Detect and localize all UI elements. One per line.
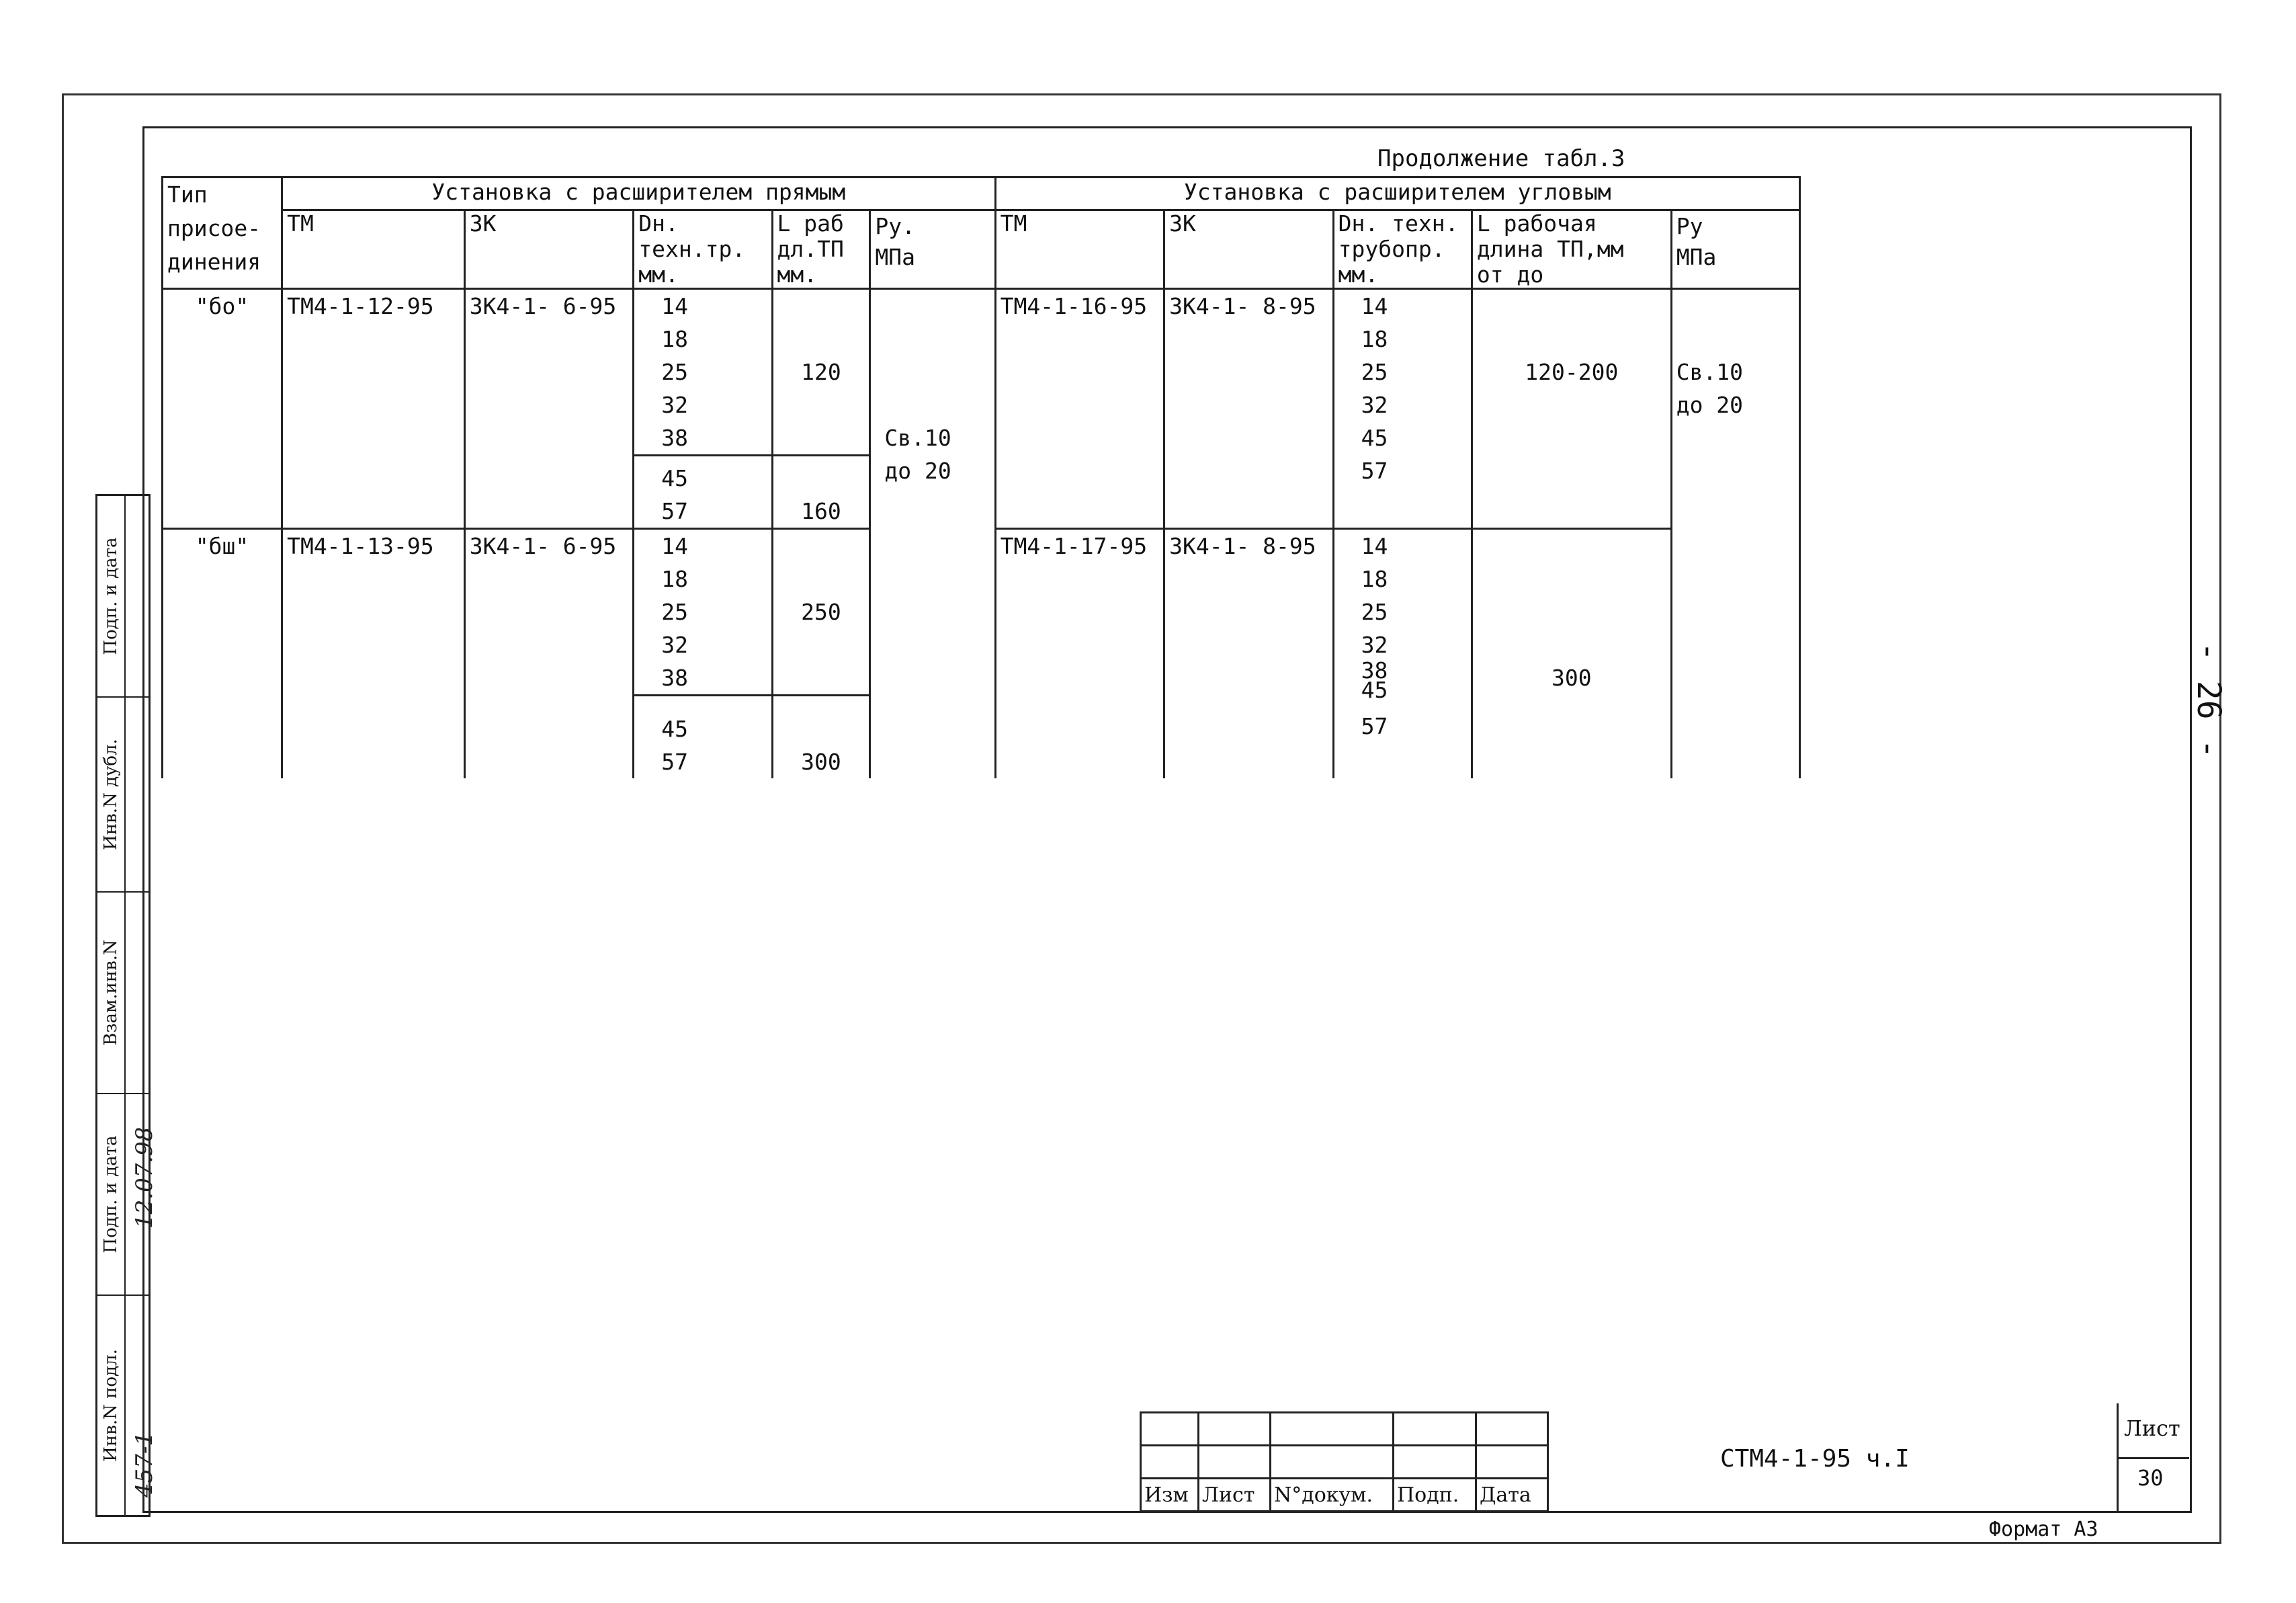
dn-value: 14 [1361,293,1388,319]
header-group-straight: Установка с расширителем прямым [282,177,996,210]
stamp-cell [1394,1446,1476,1479]
header-zk: ЗК [464,210,634,289]
dn-value: 45 [661,716,689,742]
header-group-angular: Установка с расширителем угловым [995,177,1799,210]
dn-value: 38 [661,425,689,451]
dn-value: 57 [1361,458,1388,484]
dn-value: 57 [661,498,689,524]
cell-dn2 [1333,289,1472,529]
stamp-header-change: Изм [1141,1479,1199,1512]
stamp-cell [1141,1413,1199,1446]
continuation-label: Продолжение табл.3 [1377,145,1625,172]
header-text: от до [1476,261,1544,288]
header-text: мм. [638,261,679,288]
sheet-box [2117,1403,2189,1511]
page-number: - 26 - [2190,642,2227,759]
cell-dn [634,289,772,529]
header-l-straight [772,210,870,289]
py-value: Св.10 [1676,359,1744,385]
format-label: Формат А3 [1989,1518,2098,1541]
strip-cell-orig-inv [97,1296,158,1515]
dn-value: 25 [661,359,689,385]
dn-value: 38 [661,665,689,691]
strip-label: Взам.инв.N [101,940,121,1046]
cell-type: "бш" [163,529,282,779]
stamp-cell [1476,1413,1548,1446]
header-text: Тип [167,181,208,208]
header-tm2: ТМ [995,210,1164,289]
title-block [1140,1411,2186,1511]
stamp-header-sheet: Лист [1199,1479,1271,1512]
cell-l [772,289,870,529]
handwritten-date: 12.07.98 [131,1126,158,1229]
py-value: до 20 [884,458,951,484]
sheet-number: 30 [2137,1465,2164,1491]
header-text: L раб [777,210,844,237]
stamp-header-date: Дата [1476,1479,1548,1512]
strip-label: Инв.N подл. [101,1349,121,1462]
stamp-header-sign: Подп. [1394,1479,1476,1512]
cell-dn2 [1333,529,1472,779]
cell-tm2: ТМ4-1-17-95 [995,529,1164,779]
header-text: L рабочая [1476,210,1597,237]
dn-value: 45 [1361,677,1388,703]
dn-value: 25 [1361,599,1388,625]
dn-value: 32 [661,392,689,418]
dn-value: 45 [661,465,689,491]
strip-cell-sign-date-2 [97,1094,158,1296]
stamp-cell [1271,1446,1394,1479]
header-dn-straight [634,210,772,289]
header-text: трубопр. [1338,236,1445,262]
dn-value: 18 [1361,566,1388,592]
handwritten-inv: 457-1 [131,1431,158,1497]
cell-l [772,529,870,779]
dn-value: 32 [661,632,689,658]
cell-zk: ЗК4-1- 6-95 [464,289,634,529]
cell-type: "бо" [163,289,282,529]
cell-l2 [1472,529,1671,779]
cell-zk2: ЗК4-1- 8-95 [1164,529,1334,779]
strip-cell-sign-date-1 [97,496,148,698]
document-code: СТМ4-1-95 ч.I [1720,1445,1910,1473]
header-py-angular [1671,210,1799,289]
l-value: 250 [801,599,841,625]
stamp-cell [1199,1446,1271,1479]
cell-tm: ТМ4-1-13-95 [282,529,465,779]
header-text: Dн. техн. [1338,210,1459,237]
header-text: Ру. [875,213,916,239]
dn-value: 14 [661,533,689,559]
cell-zk: ЗК4-1- 6-95 [464,529,634,779]
table-row [163,289,1800,529]
stamp-header-doc: N°докум. [1271,1479,1394,1512]
strip-cell-replace-inv [97,893,148,1094]
header-text: мм. [777,261,818,288]
py-value: до 20 [1676,392,1744,418]
header-text: мм. [1338,261,1379,288]
header-text: Dн. [638,210,679,237]
dn-value: 25 [1361,359,1388,385]
l-value: 120-200 [1525,359,1619,385]
cell-dn [634,529,772,779]
dn-value: 45 [1361,425,1388,451]
header-text: присое- [167,215,261,241]
dn-value: 14 [661,293,689,319]
dn-value: 25 [661,599,689,625]
header-connection-type [163,177,282,289]
dn-value: 18 [661,326,689,352]
header-text: техн.тр. [638,236,746,262]
py-value: Св.10 [884,425,951,451]
cell-py2 [1671,289,1799,779]
main-table [161,176,1801,794]
l-value: 120 [801,359,841,385]
cell-tm2: ТМ4-1-16-95 [995,289,1164,529]
dn-value: 32 [1361,632,1388,658]
stamp-cell [1141,1446,1199,1479]
header-text: длина ТП,мм [1476,236,1624,262]
strip-cell-dup-inv [97,698,148,893]
l-value: 300 [801,749,841,775]
header-zk2: ЗК [1164,210,1334,289]
dn-value: 18 [1361,326,1388,352]
header-text: МПа [1676,244,1717,270]
l-value: 160 [801,498,841,524]
cell-zk2: ЗК4-1- 8-95 [1164,289,1334,529]
cell-py [870,289,995,779]
dn-value: 57 [661,749,689,775]
cell-l2 [1472,289,1671,529]
stamp-cell [1394,1413,1476,1446]
header-text: дл.ТП [777,236,844,262]
header-tm: ТМ [282,210,465,289]
header-text: Ру [1676,213,1703,239]
header-py-straight [870,210,995,289]
header-l-angular [1472,210,1671,289]
l-value: 300 [1551,665,1592,691]
dn-value: 57 [1361,713,1388,739]
dn-value: 38 [1361,657,1388,684]
stamp-cell [1476,1446,1548,1479]
side-strip [95,494,158,1517]
header-dn-angular [1333,210,1472,289]
dn-value: 32 [1361,392,1388,418]
strip-label: Инв.N дубл. [101,739,121,850]
sheet-label: Лист [2124,1415,2180,1441]
header-text: МПа [875,244,916,270]
dn-value: 18 [661,566,689,592]
dn-value: 14 [1361,533,1388,559]
header-text: динения [167,249,261,275]
strip-label: Подп. и дата [101,537,121,655]
strip-label: Подп. и дата [101,1135,121,1253]
stamp-cell [1199,1413,1271,1446]
stamp-cell [1271,1413,1394,1446]
cell-tm: ТМ4-1-12-95 [282,289,465,529]
